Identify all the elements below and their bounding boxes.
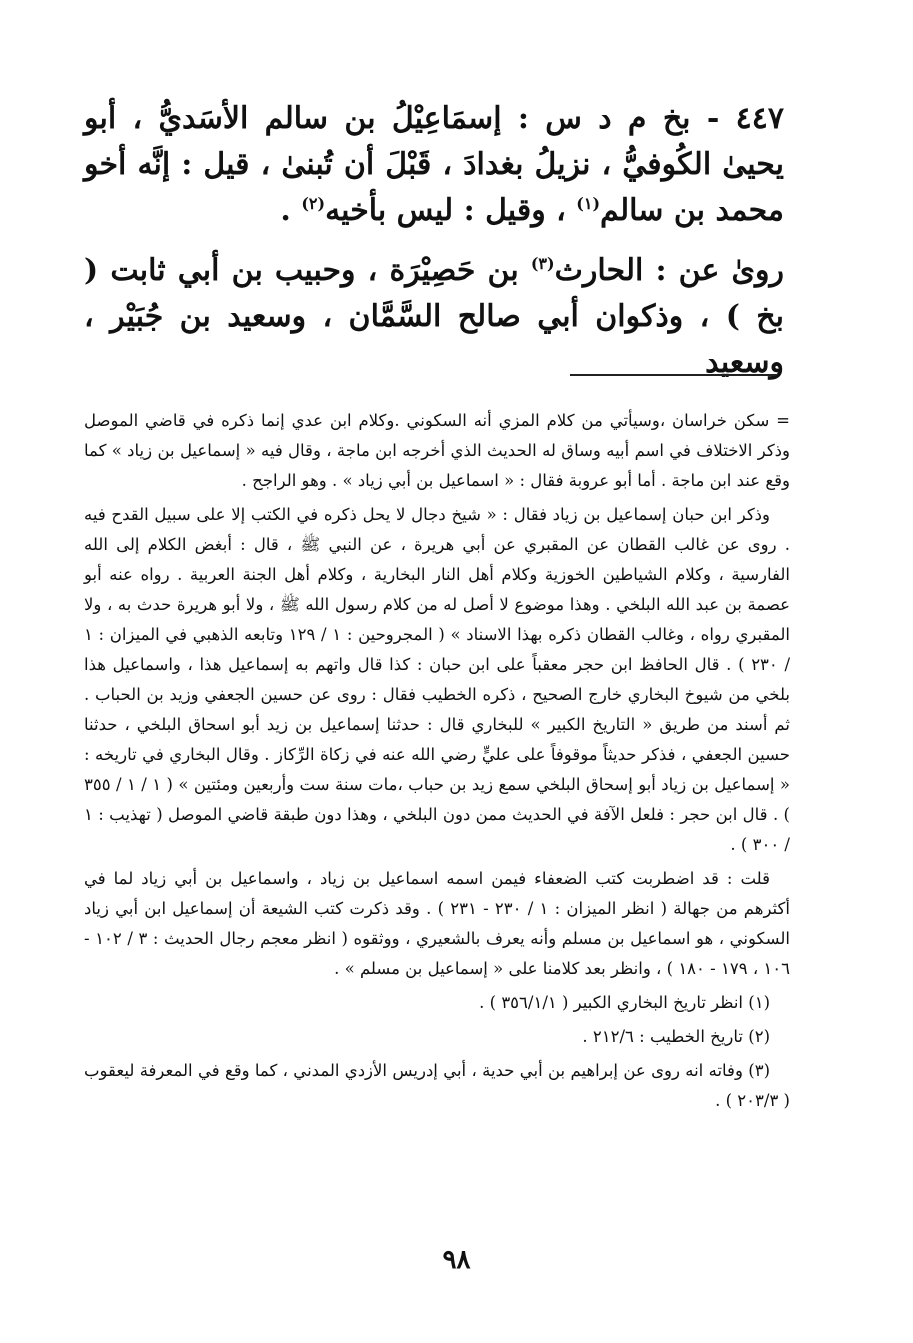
footnote-qult: قلت : قد اضطربت كتب الضعفاء فيمن اسمه اسماعيل بن زياد ، واسماعيل بن أبي زياد لما في أكثرهم من جهالة ( انظر الميزان : ١ / ٢٣٠ - ٢٣١ ) . وقد ذكرت كتب الشيعة أن إسماعيل ابن أبي زياد السكوني ، هو اسماعيل بن مسلم وأنه يعرف بالشعيري ، ووثقوه ( انظر معجم رجال الحديث : ٣ / ١٠٢ - ١٠٦ ، ١٧٩ - ١٨٠ ) ، وانظر بعد كلامنا على « إسماعيل بن مسلم » .	[84, 869, 790, 978]
biography-entry	[84, 96, 784, 400]
entry-heading-text: ٤٤٧ - بخ م د س : إسمَاعِيْلُ بن سالم الأسَديُّ ، أبو يحيىٰ الكُوفيُّ ، نزيلُ بغدادَ ، قَبْلَ أن تُبنىٰ ، قيل : إنَّه أخو محمد بن سالم	[84, 101, 784, 228]
footnote-ref-2: (٢)	[301, 194, 326, 213]
narrators-text: روىٰ عن : الحارث	[554, 253, 784, 288]
entry-heading-paragraph	[84, 96, 784, 234]
footnote-2: (٢) تاريخ الخطيب : ٢١٢/٦ .	[582, 1027, 770, 1046]
footnote-3: (٣) وفاته انه روى عن إبراهيم بن أبي حدية ، أبي إدريس الأزدي المدني ، كما وقع في المعرفة ليعقوب ( ٢٠٣/٣ ) .	[84, 1061, 790, 1110]
footnote-ref-3: (٣)	[530, 254, 555, 273]
footnote-1: (١) انظر تاريخ البخاري الكبير ( ٣٥٦/١/١ ) .	[479, 993, 770, 1012]
footnote-ref-1: (١)	[576, 194, 601, 213]
narrators-text-cont: بن حَصِيْرَة ، وحبيب بن أبي ثابت ( بخ ) ، وذكوان أبي صالح السَّمَّان ، وسعيد بن جُبَيْر ، وسعيد	[84, 253, 784, 380]
entry-heading-text-cont: ، وقيل : ليس بأخيه	[325, 193, 577, 228]
entry-heading-end: .	[280, 193, 302, 228]
footnotes-section	[84, 406, 790, 1120]
page-number: ٩٨	[442, 1245, 471, 1275]
footnote-divider	[570, 374, 776, 376]
footnote-continuation: = سكن خراسان ،وسيأتي من كلام المزي أنه السكوني .وكلام ابن عدي إنما ذكره في قاضي الموصل وذكر الاختلاف في اسم أبيه وساق له الحديث الذي أخرجه ابن ماجة ، وقال فيه « إسماعيل بن زياد » كما وقع عند ابن ماجة . أما أبو عروبة فقال : « اسماعيل بن أبي زياد » . وهو الراجح .	[84, 411, 790, 490]
footnote-ibn-hibban: وذكر ابن حبان إسماعيل بن زياد فقال : « شيخ دجال لا يحل ذكره في الكتب إلا على سبيل القدح فيه . روى عن غالب القطان عن المقبري عن أبي هريرة ، عن النبي ﷺ ، قال : أبغض الكلام إلى الله الفارسية ، وكلام الشياطين الخوزية وكلام أهل النار البخارية ، وكلام أهل الجنة العربية . رواه عنه أبو عصمة بن عبد الله البلخي . وهذا موضوع لا أصل له من كلام رسول الله ﷺ ، ولا أبو هريرة حدث به ، ولا المقبري رواه ، وغالب القطان ذكره بهذا الاسناد » ( المجروحين : ١ / ١٢٩ وتابعه الذهبي في الميزان : ١ / ٢٣٠ ) . قال الحافظ ابن حجر معقباً على ابن حبان : كذا قال واتهم به إسماعيل هذا ، واسماعيل هذا بلخي من شيوخ البخاري خارج الصحيح ، ذكره الخطيب فقال : روى عن حسين الجعفي وزيد بن الحباب . ثم أسند من طريق « التاريخ الكبير » للبخاري قال : حدثنا إسماعيل بن زيد أبو اسحاق البلخي ، حدثنا حسين الجعفي ، فذكر حديثاً موقوفاً على عليٍّ رضي الله عنه في زكاة الرِّكاز . وقال البخاري في تاريخه : « إسماعيل بن زياد أبو إسحاق البلخي سمع زيد بن حباب ،مات سنة ست وأربعين ومئتين » ( ١ / ١ / ٣٥٥ ) . قال ابن حجر : فلعل الآفة في الحديث ممن دون البلخي ، وهذا دون طبقة قاضي الموصل ( تهذيب : ١ / ٣٠٠ ) .	[84, 505, 791, 854]
narrators-paragraph	[84, 248, 784, 386]
